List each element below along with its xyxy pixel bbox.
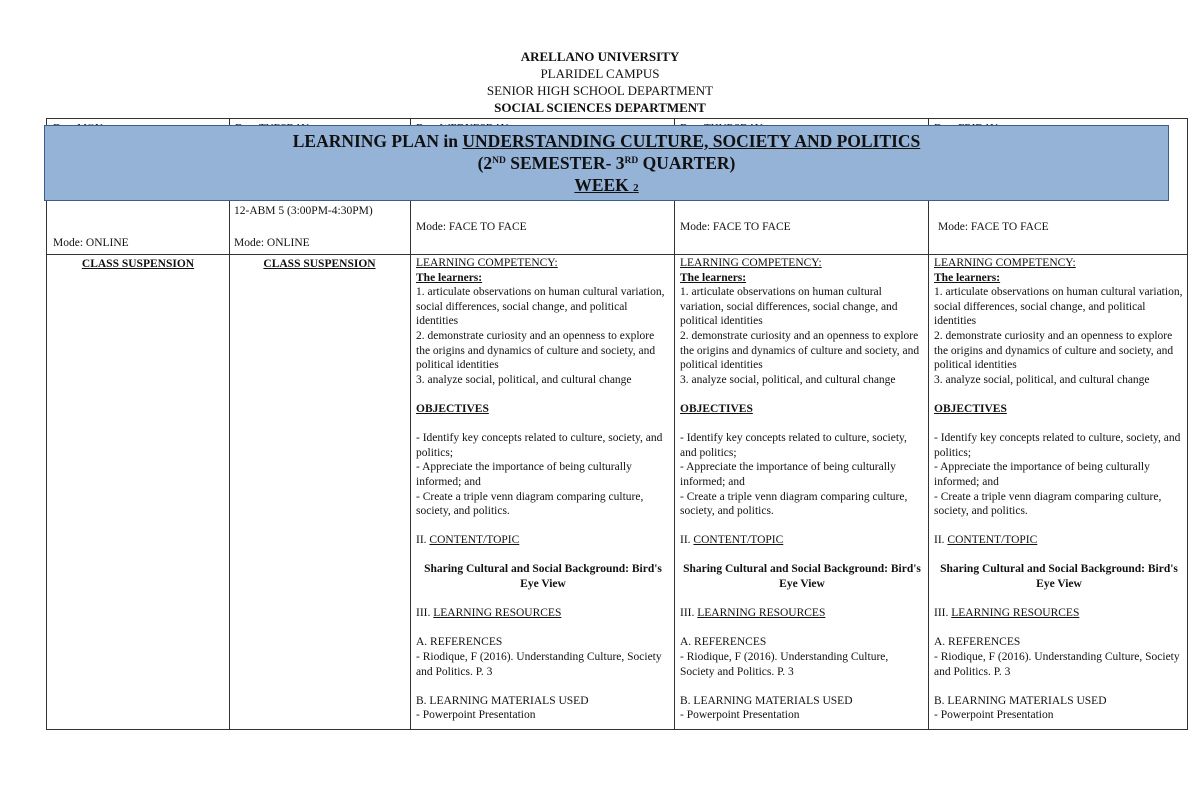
row-divider [47, 254, 1187, 255]
learners-label: The learners: [416, 271, 483, 284]
competency-item: 2. demonstrate curiosity and an openness to explore the origins and dynamics of culture and society, and political identities [416, 329, 656, 372]
material-item: - Powerpoint Presentation [680, 709, 800, 722]
competency-item: 3. analyze social, political, and cultural change [680, 373, 896, 386]
objective-item: - Appreciate the importance of being culturally informed; and [934, 461, 1150, 488]
objective-item: - Identify key concepts related to culture, society, and politics; [416, 432, 663, 459]
references-title: A. REFERENCES [680, 636, 767, 649]
campus-name: PLARIDEL CAMPUS [540, 66, 660, 81]
topic-title: Sharing Cultural and Social Background: Bird's Eye View [424, 563, 662, 591]
content-heading: II. CONTENT/TOPIC [416, 534, 520, 547]
mon-class-suspension: CLASS SUSPENSION [81, 258, 195, 270]
competency-title: LEARNING COMPETENCY: [416, 257, 558, 269]
objective-item: - Create a triple venn diagram comparing culture, society, and politics. [416, 490, 644, 518]
competency-item: 1. articulate observations on human cultural variation, social differences, social change, and political identities [934, 286, 1183, 328]
wed-lesson-cell [416, 256, 670, 723]
tue-mode: Mode: ONLINE [234, 237, 310, 249]
objective-item: - Identify key concepts related to culture, society, and politics; [934, 432, 1181, 459]
column-divider [229, 119, 230, 729]
competency-item: 2. demonstrate curiosity and an openness to explore the origins and dynamics of culture and society, and political identities [680, 329, 920, 372]
mon-mode: Mode: ONLINE [53, 237, 129, 249]
banner-semester: (2ND SEMESTER- 3RD QUARTER) [477, 153, 736, 173]
school-department: SENIOR HIGH SCHOOL DEPARTMENT [486, 83, 714, 98]
topic-title: Sharing Cultural and Social Background: Bird's Eye View [940, 563, 1178, 591]
objective-item: - Appreciate the importance of being culturally informed; and [680, 461, 896, 488]
learners-label: The learners: [680, 271, 747, 284]
objectives-title: OBJECTIVES [416, 402, 489, 415]
topic-title: Sharing Cultural and Social Background: Bird's Eye View [683, 563, 921, 591]
content-heading: II. CONTENT/TOPIC [934, 534, 1038, 547]
competency-item: 3. analyze social, political, and cultural change [934, 373, 1150, 386]
competency-item: 2. demonstrate curiosity and an openness to explore the origins and dynamics of culture and society, and political identities [934, 329, 1174, 372]
references-title: A. REFERENCES [416, 636, 503, 649]
objectives-title: OBJECTIVES [680, 402, 753, 415]
wed-mode: Mode: FACE TO FACE [416, 221, 527, 233]
reference-item: - Riodique, F (2016). Understanding Culture, Society and Politics. P. 3 [680, 651, 889, 678]
sub-department: SOCIAL SCIENCES DEPARTMENT [494, 100, 706, 115]
materials-title: B. LEARNING MATERIALS USED [680, 694, 853, 707]
competency-item: 3. analyze social, political, and cultural change [416, 373, 632, 386]
learners-label: The learners: [934, 271, 1001, 284]
column-divider [928, 119, 929, 729]
tue-class-suspension: CLASS SUSPENSION [263, 258, 376, 270]
objective-item: - Create a triple venn diagram comparing culture, society, and politics. [680, 490, 908, 518]
reference-item: - Riodique, F (2016). Understanding Culture, Society and Politics. P. 3 [416, 651, 662, 678]
competency-title: LEARNING COMPETENCY: [680, 257, 822, 269]
learning-plan-banner [44, 125, 1169, 201]
column-divider [674, 119, 675, 729]
resources-heading: III. LEARNING RESOURCES [680, 607, 826, 620]
competency-title: LEARNING COMPETENCY: [934, 257, 1076, 269]
column-divider [410, 119, 411, 729]
material-item: - Powerpoint Presentation [934, 709, 1054, 722]
materials-title: B. LEARNING MATERIALS USED [934, 694, 1107, 707]
competency-item: 1. articulate observations on human cultural variation, social differences, social change, and political identities [416, 286, 665, 328]
learning-plan-table [46, 118, 1188, 730]
material-item: - Powerpoint Presentation [416, 709, 536, 722]
fri-mode: Mode: FACE TO FACE [938, 221, 1049, 233]
content-heading: II. CONTENT/TOPIC [680, 534, 784, 547]
fri-lesson-cell [934, 256, 1184, 723]
objectives-title: OBJECTIVES [934, 402, 1007, 415]
objective-item: - Create a triple venn diagram comparing culture, society, and politics. [934, 490, 1162, 518]
materials-title: B. LEARNING MATERIALS USED [416, 694, 589, 707]
banner-week: WEEK 2 [574, 175, 639, 195]
resources-heading: III. LEARNING RESOURCES [934, 607, 1080, 620]
thu-lesson-cell [680, 256, 924, 723]
tue-section-schedule: 12-ABM 5 (3:00PM-4:30PM) [234, 205, 373, 217]
objective-item: - Appreciate the importance of being culturally informed; and [416, 461, 632, 488]
resources-heading: III. LEARNING RESOURCES [416, 607, 562, 620]
banner-title: LEARNING PLAN in UNDERSTANDING CULTURE, SOCIETY AND POLITICS [292, 131, 921, 151]
reference-item: - Riodique, F (2016). Understanding Culture, Society and Politics. P. 3 [934, 651, 1180, 678]
thu-mode: Mode: FACE TO FACE [680, 221, 791, 233]
competency-item: 1. articulate observations on human cultural variation, social differences, social change, and political identities [680, 286, 898, 328]
university-name: ARELLANO UNIVERSITY [520, 49, 680, 64]
objective-item: - Identify key concepts related to culture, society, and politics; [680, 432, 907, 459]
references-title: A. REFERENCES [934, 636, 1021, 649]
